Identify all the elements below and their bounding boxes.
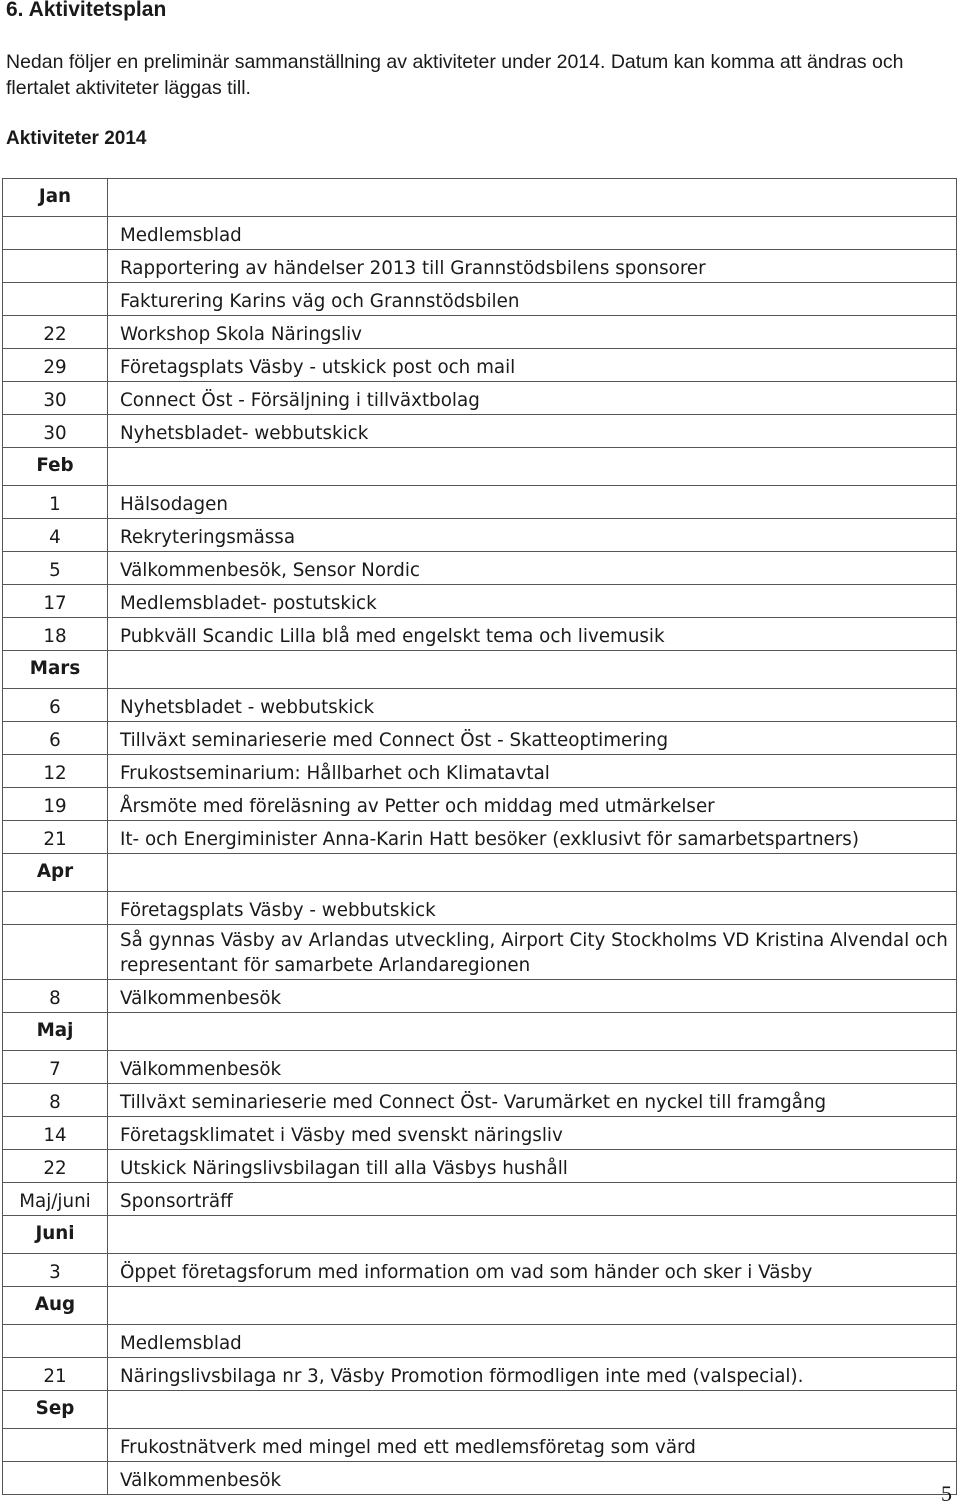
activities-subheading: Aktiviteter 2014 (6, 128, 147, 149)
activity-text: Tillväxt seminarieserie med Connect Öst- Varumärket en nyckel till framgång (108, 1084, 957, 1117)
month-label: Mars (3, 651, 108, 689)
activity-table-body (3, 179, 957, 1495)
activity-text: Nyhetsbladet- webbutskick (108, 415, 957, 448)
activity-text (108, 854, 957, 892)
activity-row (3, 585, 957, 618)
activity-text: Tillväxt seminarieserie med Connect Öst - Skatteoptimering (108, 722, 957, 755)
activity-row (3, 1183, 957, 1216)
month-row (3, 1391, 957, 1429)
activity-text: Rapportering av händelser 2013 till Grannstödsbilens sponsorer (108, 250, 957, 283)
activity-row (3, 283, 957, 316)
activity-text: Årsmöte med föreläsning av Petter och middag med utmärkelser (108, 788, 957, 821)
activity-text: Workshop Skola Näringsliv (108, 316, 957, 349)
activity-text: Nyhetsbladet - webbutskick (108, 689, 957, 722)
activity-row (3, 1254, 957, 1287)
activity-text: Fakturering Karins väg och Grannstödsbilen (108, 283, 957, 316)
activity-text: Medlemsblad (108, 217, 957, 250)
activity-row (3, 486, 957, 519)
activity-date: 6 (3, 722, 108, 755)
activity-text: Välkommenbesök (108, 1462, 957, 1495)
activity-text: Medlemsblad (108, 1325, 957, 1358)
activity-date: 8 (3, 1084, 108, 1117)
activity-row (3, 1325, 957, 1358)
activity-date: 22 (3, 316, 108, 349)
activity-text: Företagsplats Väsby - utskick post och mail (108, 349, 957, 382)
activity-date: 30 (3, 382, 108, 415)
activity-text (108, 1391, 957, 1429)
activity-date: 14 (3, 1117, 108, 1150)
activity-date: 6 (3, 689, 108, 722)
activity-text: Rekryteringsmässa (108, 519, 957, 552)
activity-date (3, 925, 108, 980)
activity-text: Företagsplats Väsby - webbutskick (108, 892, 957, 925)
activity-text: Öppet företagsforum med information om vad som händer och sker i Väsby (108, 1254, 957, 1287)
activity-date: Maj/juni (3, 1183, 108, 1216)
activity-row (3, 722, 957, 755)
activity-row (3, 1462, 957, 1495)
month-label: Jan (3, 179, 108, 217)
month-row (3, 1216, 957, 1254)
activity-date (3, 283, 108, 316)
activity-date: 21 (3, 1358, 108, 1391)
month-row (3, 179, 957, 217)
activity-text: Välkommenbesök, Sensor Nordic (108, 552, 957, 585)
month-row (3, 651, 957, 689)
activity-date: 12 (3, 755, 108, 788)
activity-date (3, 217, 108, 250)
activity-date (3, 1429, 108, 1462)
activity-text: Företagsklimatet i Väsby med svenskt näringsliv (108, 1117, 957, 1150)
activity-text: Hälsodagen (108, 486, 957, 519)
page-heading: 6. Aktivitetsplan (6, 0, 167, 21)
activity-date: 21 (3, 821, 108, 854)
activity-date: 30 (3, 415, 108, 448)
activity-text: Connect Öst - Försäljning i tillväxtbolag (108, 382, 957, 415)
activity-row (3, 349, 957, 382)
activity-date: 4 (3, 519, 108, 552)
activity-text: Utskick Näringslivsbilagan till alla Väsbys hushåll (108, 1150, 957, 1183)
activity-text: Sponsorträff (108, 1183, 957, 1216)
activity-text: It- och Energiminister Anna-Karin Hatt besöker (exklusivt för samarbetspartners) (108, 821, 957, 854)
activity-row (3, 689, 957, 722)
month-row (3, 1287, 957, 1325)
activity-row (3, 618, 957, 651)
activity-row (3, 1051, 957, 1084)
activity-table (2, 178, 957, 1495)
activity-date: 1 (3, 486, 108, 519)
activity-date: 8 (3, 980, 108, 1013)
activity-text: Så gynnas Väsby av Arlandas utveckling, Airport City Stockholms VD Kristina Alvendal och representant för samarbete Arlandaregionen (108, 925, 957, 980)
month-label: Sep (3, 1391, 108, 1429)
activity-row (3, 316, 957, 349)
activity-row (3, 1150, 957, 1183)
month-label: Maj (3, 1013, 108, 1051)
activity-row (3, 217, 957, 250)
activity-row (3, 1429, 957, 1462)
activity-text: Välkommenbesök (108, 1051, 957, 1084)
activity-row (3, 1358, 957, 1391)
month-label: Apr (3, 854, 108, 892)
activity-row (3, 755, 957, 788)
activity-text: Frukostseminarium: Hållbarhet och Klimatavtal (108, 755, 957, 788)
activity-row (3, 519, 957, 552)
activity-text: Näringslivsbilaga nr 3, Väsby Promotion förmodligen inte med (valspecial). (108, 1358, 957, 1391)
activity-row (3, 1084, 957, 1117)
activity-text (108, 448, 957, 486)
activity-row (3, 1117, 957, 1150)
intro-paragraph: Nedan följer en preliminär sammanställning av aktiviteter under 2014. Datum kan komma att ändras och flertalet aktiviteter läggas till. (6, 51, 904, 99)
activity-date: 29 (3, 349, 108, 382)
activity-text: Välkommenbesök (108, 980, 957, 1013)
activity-date: 19 (3, 788, 108, 821)
activity-date (3, 1325, 108, 1358)
activity-row (3, 892, 957, 925)
activity-text (108, 1013, 957, 1051)
activity-row (3, 821, 957, 854)
activity-date (3, 250, 108, 283)
activity-date: 5 (3, 552, 108, 585)
activity-text (108, 1216, 957, 1254)
activity-date (3, 892, 108, 925)
activity-row (3, 415, 957, 448)
activity-text (108, 651, 957, 689)
activity-date: 7 (3, 1051, 108, 1084)
page-number: 5 (941, 1481, 952, 1506)
activity-row (3, 382, 957, 415)
month-label: Feb (3, 448, 108, 486)
activity-row (3, 925, 957, 980)
activity-text (108, 1287, 957, 1325)
activity-date: 22 (3, 1150, 108, 1183)
activity-row (3, 250, 957, 283)
activity-row (3, 552, 957, 585)
activity-text: Pubkväll Scandic Lilla blå med engelskt tema och livemusik (108, 618, 957, 651)
activity-date (3, 1462, 108, 1495)
activity-row (3, 980, 957, 1013)
month-row (3, 854, 957, 892)
activity-date: 17 (3, 585, 108, 618)
activity-date: 18 (3, 618, 108, 651)
month-row (3, 1013, 957, 1051)
activity-text: Medlemsbladet- postutskick (108, 585, 957, 618)
month-label: Aug (3, 1287, 108, 1325)
activity-text: Frukostnätverk med mingel med ett medlemsföretag som värd (108, 1429, 957, 1462)
activity-text (108, 179, 957, 217)
month-row (3, 448, 957, 486)
month-label: Juni (3, 1216, 108, 1254)
activity-row (3, 788, 957, 821)
activity-date: 3 (3, 1254, 108, 1287)
